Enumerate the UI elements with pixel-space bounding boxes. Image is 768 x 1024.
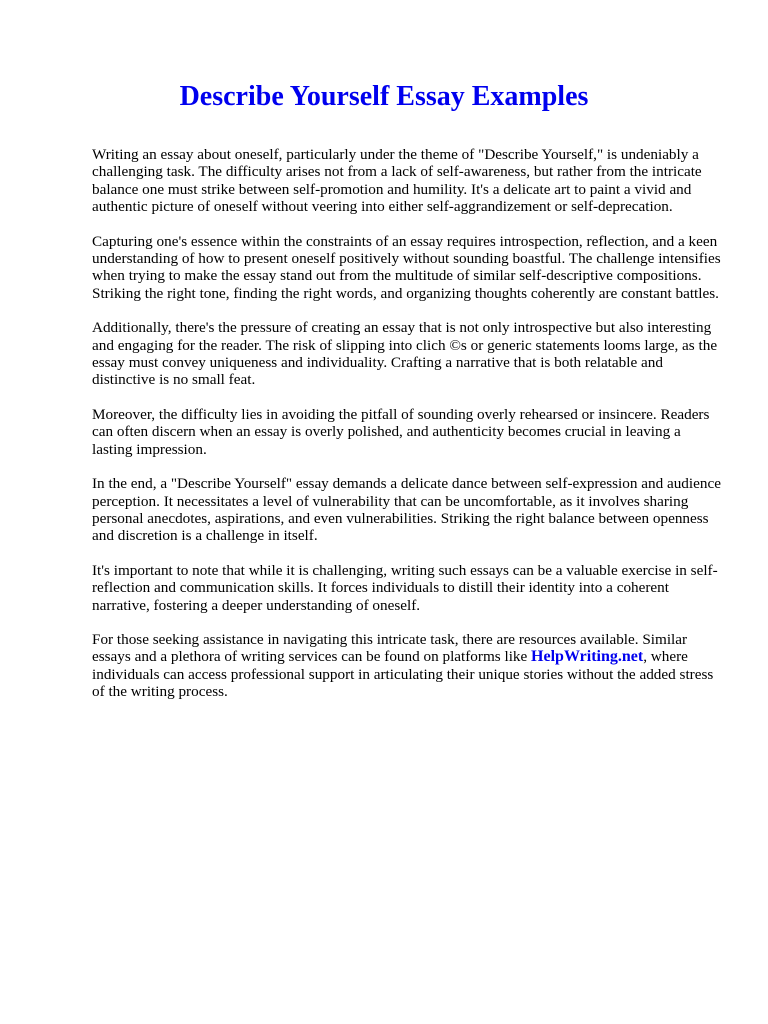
essay-body <box>92 146 722 718</box>
paragraph-7-before-link: For those seeking assistance in navigating this intricate task, there are resources available. Similar essays and a plethora of writing services can be found on platforms like <box>92 630 688 666</box>
paragraph-7-after-link: , where individuals can access professional support in articulating their unique stories without the added stress of the writing process. <box>92 648 714 701</box>
paragraph-3: Additionally, there's the pressure of creating an essay that is not only introspective but also interesting and engaging for the reader. The risk of slipping into clich ©s or generic statements looms large, as the essay must convey uniqueness and individuality. Crafting a narrative that is both relatable and distinctive is no small feat. <box>92 319 718 389</box>
paragraph-5: In the end, a "Describe Yourself" essay demands a delicate dance between self-expression and audience perception. It necessitates a level of vulnerability that can be uncomfortable, as it involves sharing personal anecdotes, aspirations, and even vulnerabilities. Striking the right balance between openness and discretion is a challenge in itself. <box>92 475 721 545</box>
helpwriting-link[interactable]: HelpWriting.net <box>531 648 644 666</box>
paragraph-2: Capturing one's essence within the constraints of an essay requires introspection, reflection, and a keen understanding of how to present oneself positively without sounding boastful. The challenge intensifies when trying to make the essay stand out from the multitude of similar self-descriptive compositions. Striking the right tone, finding the right words, and organizing thoughts coherently are constant battles. <box>92 232 721 302</box>
page-title: Describe Yourself Essay Examples <box>179 81 589 112</box>
paragraph-7 <box>92 631 722 701</box>
paragraph-6: It's important to note that while it is challenging, writing such essays can be a valuable exercise in self-reflection and communication skills. It forces individuals to distill their identity into a coherent narrative, fostering a deeper understanding of oneself. <box>92 561 718 614</box>
paragraph-4: Moreover, the difficulty lies in avoiding the pitfall of sounding overly rehearsed or insincere. Readers can often discern when an essay is overly polished, and authenticity becomes crucial in leaving a lasting impression. <box>92 405 710 458</box>
paragraph-1: Writing an essay about oneself, particularly under the theme of "Describe Yourself," is undeniably a challenging task. The difficulty arises not from a lack of self-awareness, but rather from the intricate balance one must strike between self-promotion and humility. It's a delicate art to paint a vivid and authentic picture of oneself without veering into either self-aggrandizement or self-deprecation. <box>92 146 702 216</box>
